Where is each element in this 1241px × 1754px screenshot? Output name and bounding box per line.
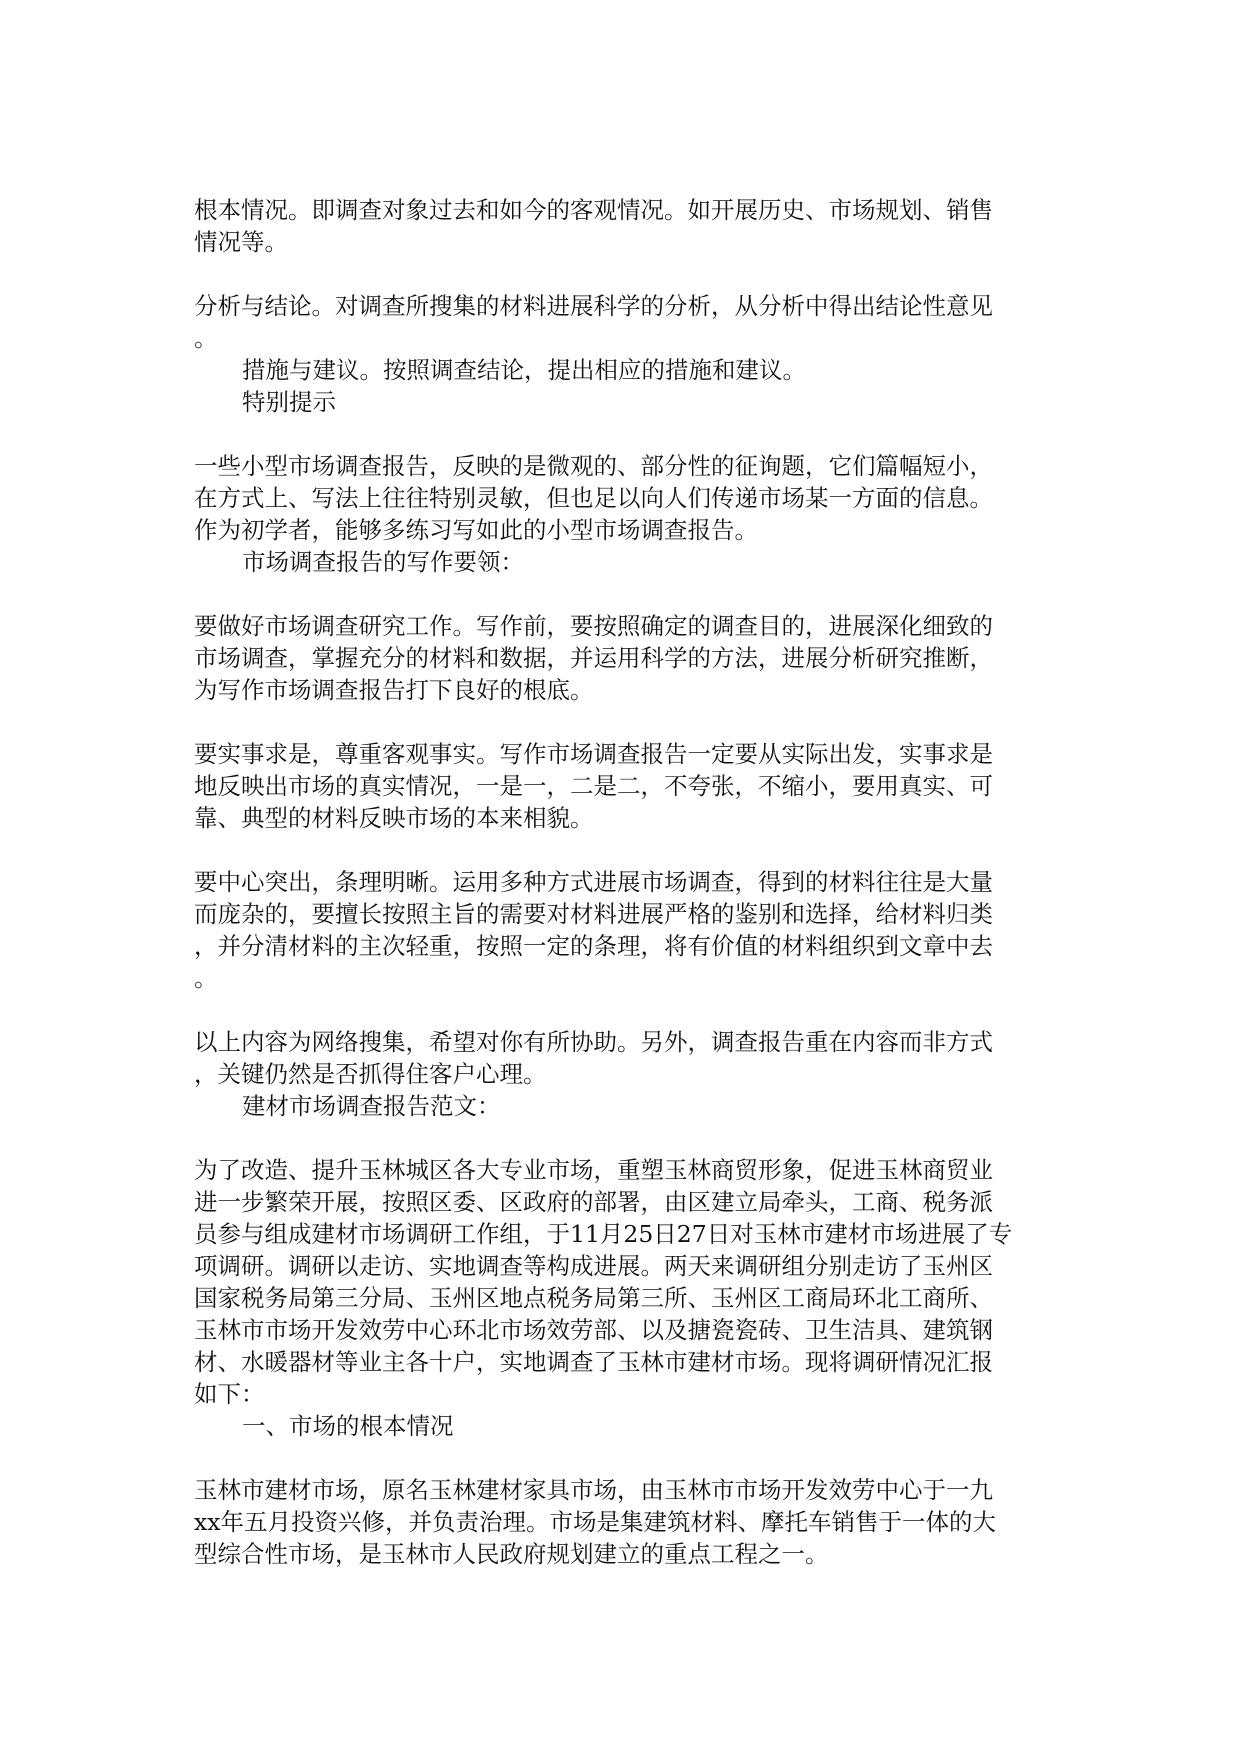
- text-line: 为了改造、提升玉林城区各大专业市场，重塑玉林商贸形象，促进玉林商贸业: [194, 1156, 993, 1184]
- text-line: 在方式上、写法上往往特别灵敏，但也足以向人们传递市场某一方面的信息。: [194, 484, 993, 512]
- section-heading: 建材市场调查报告范文：: [242, 1092, 501, 1120]
- text-line: 。: [194, 964, 218, 992]
- section-heading: 一、市场的根本情况: [242, 1412, 454, 1440]
- section-heading: 市场调查报告的写作要领：: [242, 548, 524, 576]
- text-line: 措施与建议。按照调查结论，提出相应的措施和建议。: [242, 356, 806, 384]
- text-line: 地反映出市场的真实情况，一是一，二是二，不夸张，不缩小，要用真实、可: [194, 772, 993, 800]
- text-line: 情况等。: [194, 228, 288, 256]
- text-line: ，并分清材料的主次轻重，按照一定的条理，将有价值的材料组织到文章中去: [194, 932, 993, 960]
- text-line: ，关键仍然是否抓得住客户心理。: [194, 1060, 547, 1088]
- text-line: 国家税务局第三分局、玉州区地点税务局第三所、玉州区工商局环北工商所、: [194, 1284, 993, 1312]
- text-line: 一些小型市场调查报告，反映的是微观的、部分性的征询题，它们篇幅短小，: [194, 452, 993, 480]
- text-line: 靠、典型的材料反映市场的本来相貌。: [194, 804, 594, 832]
- text-line: 型综合性市场，是玉林市人民政府规划建立的重点工程之一。: [194, 1540, 829, 1568]
- text-line: 要实事求是，尊重客观事实。写作市场调查报告一定要从实际出发，实事求是: [194, 740, 993, 768]
- text-line: 材、水暖器材等业主各十户，实地调查了玉林市建材市场。现将调研情况汇报: [194, 1348, 993, 1376]
- text-line: 如下：: [194, 1380, 265, 1408]
- text-line: 进一步繁荣开展，按照区委、区政府的部署，由区建立局牵头，工商、税务派: [194, 1188, 993, 1216]
- text-line: 市场调查，掌握充分的材料和数据，并运用科学的方法，进展分析研究推断，: [194, 644, 993, 672]
- text-line: 玉林市建材市场，原名玉林建材家具市场，由玉林市市场开发效劳中心于一九: [194, 1476, 993, 1504]
- text-line: 分析与结论。对调查所搜集的材料进展科学的分析，从分析中得出结论性意见: [194, 292, 993, 320]
- text-line: 项调研。调研以走访、实地调查等构成进展。两天来调研组分别走访了玉州区: [194, 1252, 993, 1280]
- text-line: 员参与组成建材市场调研工作组，于11月25日27日对玉林市建材市场进展了专: [194, 1220, 1013, 1248]
- text-line: 玉林市市场开发效劳中心环北市场效劳部、以及搪瓷瓷砖、卫生洁具、建筑钢: [194, 1316, 993, 1344]
- text-line: 要做好市场调查研究工作。写作前，要按照确定的调查目的，进展深化细致的: [194, 612, 993, 640]
- text-line: 而庞杂的，要擅长按照主旨的需要对材料进展严格的鉴别和选择，给材料归类: [194, 900, 993, 928]
- text-line: xx年五月投资兴修，并负责治理。市场是集建筑材料、摩托车销售于一体的大: [194, 1508, 997, 1536]
- text-line: 要中心突出，条理明晰。运用多种方式进展市场调查，得到的材料往往是大量: [194, 868, 993, 896]
- text-line: 以上内容为网络搜集，希望对你有所协助。另外，调查报告重在内容而非方式: [194, 1028, 993, 1056]
- text-line: 根本情况。即调查对象过去和如今的客观情况。如开展历史、市场规划、销售: [194, 196, 993, 224]
- text-line: 作为初学者，能够多练习写如此的小型市场调查报告。: [194, 516, 758, 544]
- text-line: 为写作市场调查报告打下良好的根底。: [194, 676, 594, 704]
- section-heading: 特别提示: [242, 388, 336, 416]
- text-line: 。: [194, 324, 218, 352]
